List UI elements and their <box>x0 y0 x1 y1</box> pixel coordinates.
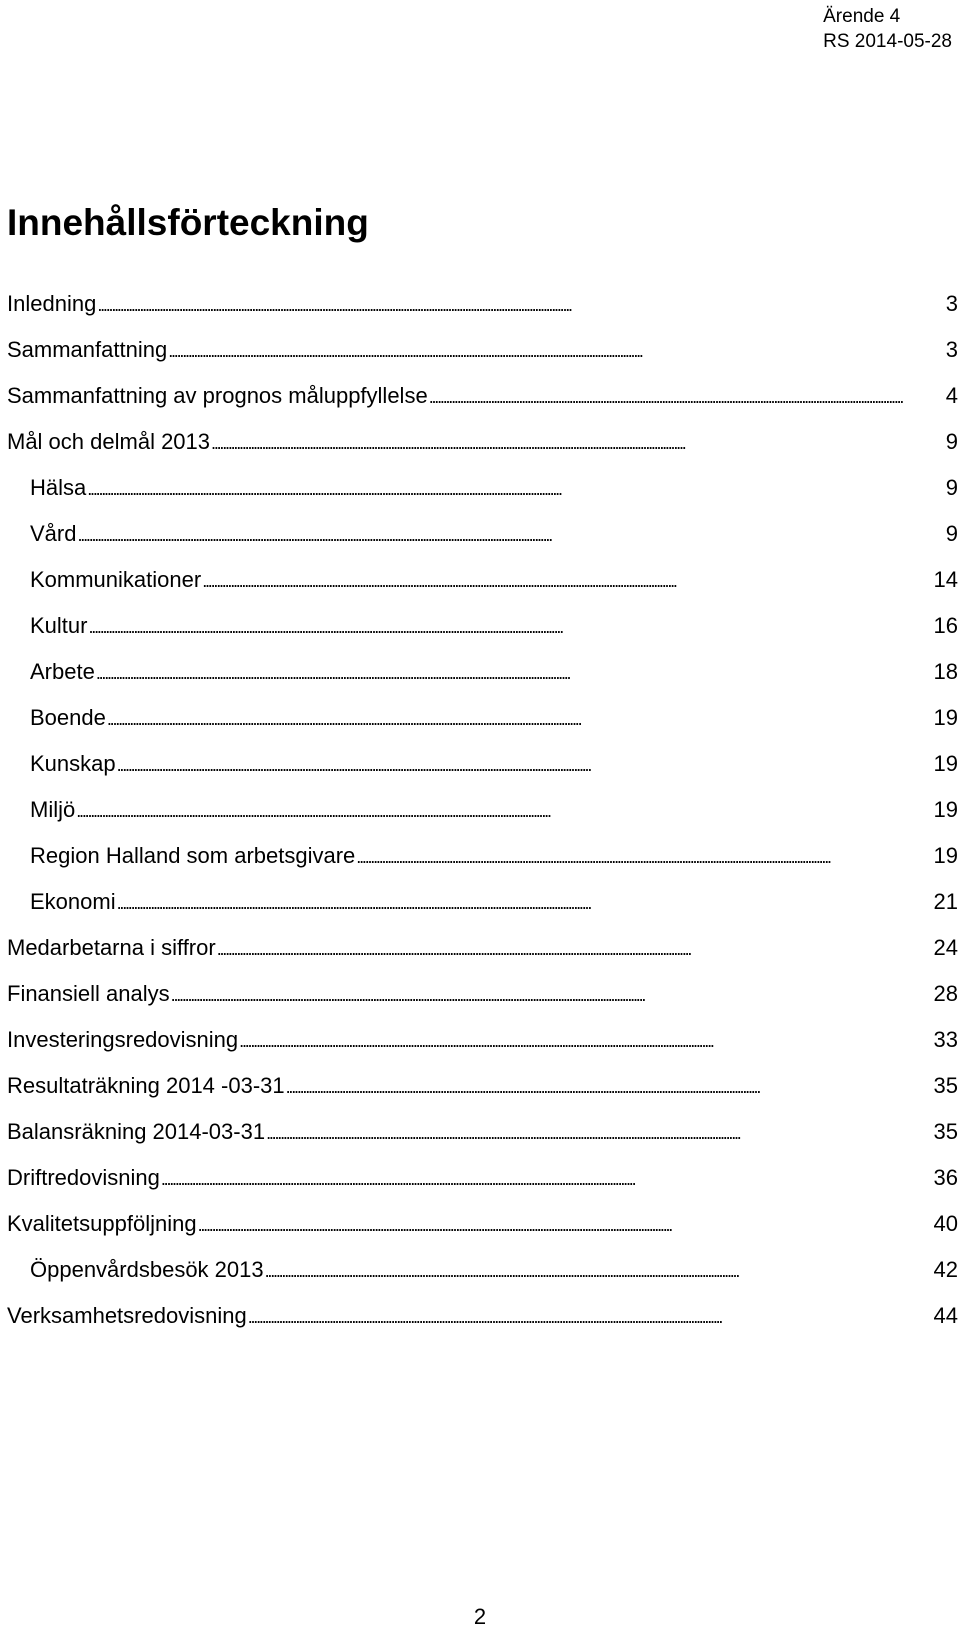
toc-entry-page: 42 <box>933 1257 958 1282</box>
toc-entry[interactable] <box>7 511 958 557</box>
toc-entry[interactable] <box>7 327 958 373</box>
toc-entry-title: Hälsa <box>30 475 87 500</box>
toc-entry[interactable] <box>7 787 958 833</box>
toc-entry-page: 14 <box>933 567 958 592</box>
toc-entry[interactable] <box>7 925 958 971</box>
toc-dot-leader <box>117 741 931 788</box>
toc-dot-leader <box>168 327 943 374</box>
toc-entry-page: 21 <box>933 889 958 914</box>
toc-entry-page: 35 <box>933 1073 958 1098</box>
toc-entry-page: 33 <box>933 1027 958 1052</box>
toc-entry[interactable] <box>7 741 958 787</box>
toc-entry-title: Boende <box>30 705 106 730</box>
toc-entry-title: Kvalitetsuppföljning <box>7 1211 197 1236</box>
toc-entry-page: 4 <box>945 383 958 408</box>
toc-entry-page: 36 <box>933 1165 958 1190</box>
toc-entry-page: 18 <box>933 659 958 684</box>
toc-entry-page: 35 <box>933 1119 958 1144</box>
toc-entry[interactable] <box>7 603 958 649</box>
document-reference: RS 2014-05-28 <box>823 31 952 52</box>
toc-dot-leader <box>265 1247 931 1294</box>
toc-entry-title: Verksamhetsredovisning <box>7 1303 247 1328</box>
toc-entry-title: Vård <box>30 521 77 546</box>
toc-entry[interactable] <box>7 281 958 327</box>
toc-dot-leader <box>107 695 931 742</box>
toc-entry-title: Sammanfattning av prognos måluppfyllelse <box>7 383 428 408</box>
toc-entry-title: Sammanfattning <box>7 337 168 362</box>
toc-entry-page: 16 <box>933 613 958 638</box>
toc-entry[interactable] <box>7 833 958 879</box>
toc-entry-title: Ekonomi <box>30 889 116 914</box>
toc-dot-leader <box>356 833 930 880</box>
toc-entry-title: Medarbetarna i siffror <box>7 935 216 960</box>
toc-entry-title: Driftredovisning <box>7 1165 160 1190</box>
table-of-contents <box>7 281 958 1339</box>
toc-entry-title: Arbete <box>30 659 95 684</box>
toc-entry[interactable] <box>7 879 958 925</box>
toc-entry-page: 19 <box>933 797 958 822</box>
toc-entry[interactable] <box>7 1293 958 1339</box>
toc-dot-leader <box>239 1017 930 1064</box>
toc-entry[interactable] <box>7 1155 958 1201</box>
toc-entry-title: Mål och delmål 2013 <box>7 429 211 454</box>
toc-entry[interactable] <box>7 695 958 741</box>
toc-dot-leader <box>266 1109 930 1156</box>
toc-entry-title: Investeringsredovisning <box>7 1027 239 1052</box>
document-header <box>823 4 952 54</box>
toc-dot-leader <box>286 1063 931 1110</box>
toc-entry[interactable] <box>7 649 958 695</box>
toc-dot-leader <box>248 1293 931 1340</box>
toc-entry-page: 28 <box>933 981 958 1006</box>
toc-dot-leader <box>429 373 943 420</box>
toc-entry[interactable] <box>7 465 958 511</box>
toc-entry-page: 19 <box>933 751 958 776</box>
toc-entry[interactable] <box>7 971 958 1017</box>
toc-entry[interactable] <box>7 1063 958 1109</box>
toc-entry-title: Kunskap <box>30 751 116 776</box>
toc-dot-leader <box>77 511 942 558</box>
toc-entry[interactable] <box>7 1017 958 1063</box>
toc-dot-leader <box>88 603 930 650</box>
toc-entry-title: Kommunikationer <box>30 567 202 592</box>
toc-dot-leader <box>76 787 930 834</box>
toc-entry[interactable] <box>7 419 958 465</box>
toc-entry-page: 24 <box>933 935 958 960</box>
toc-dot-leader <box>171 971 931 1018</box>
toc-entry-page: 9 <box>945 429 958 454</box>
toc-dot-leader <box>97 281 942 328</box>
toc-dot-leader <box>161 1155 931 1202</box>
toc-dot-leader <box>217 925 931 972</box>
toc-entry-title: Inledning <box>7 291 97 316</box>
toc-entry-page: 19 <box>933 705 958 730</box>
toc-entry[interactable] <box>7 1247 958 1293</box>
toc-entry-title: Öppenvårdsbesök 2013 <box>30 1257 264 1282</box>
toc-entry-title: Region Halland som arbetsgivare <box>30 843 356 868</box>
toc-dot-leader <box>211 419 943 466</box>
page-number: 2 <box>473 1604 487 1629</box>
toc-dot-leader <box>198 1201 931 1248</box>
toc-dot-leader <box>96 649 931 696</box>
toc-entry-page: 44 <box>933 1303 958 1328</box>
toc-entry-title: Kultur <box>30 613 88 638</box>
toc-entry-page: 9 <box>945 521 958 546</box>
toc-dot-leader <box>202 557 930 604</box>
toc-entry[interactable] <box>7 373 958 419</box>
toc-entry[interactable] <box>7 1109 958 1155</box>
page-title: Innehållsförteckning <box>7 202 369 243</box>
toc-entry-title: Miljö <box>30 797 76 822</box>
toc-dot-leader <box>117 879 931 926</box>
toc-entry[interactable] <box>7 557 958 603</box>
toc-entry-page: 40 <box>933 1211 958 1236</box>
toc-entry-page: 3 <box>945 291 958 316</box>
toc-entry-title: Resultaträkning 2014 -03-31 <box>7 1073 285 1098</box>
toc-entry-title: Finansiell analys <box>7 981 170 1006</box>
toc-entry-page: 3 <box>945 337 958 362</box>
case-number: Ärende 4 <box>823 6 901 27</box>
toc-entry-title: Balansräkning 2014-03-31 <box>7 1119 266 1144</box>
toc-entry[interactable] <box>7 1201 958 1247</box>
toc-entry-page: 19 <box>933 843 958 868</box>
toc-dot-leader <box>87 465 943 512</box>
toc-entry-page: 9 <box>945 475 958 500</box>
